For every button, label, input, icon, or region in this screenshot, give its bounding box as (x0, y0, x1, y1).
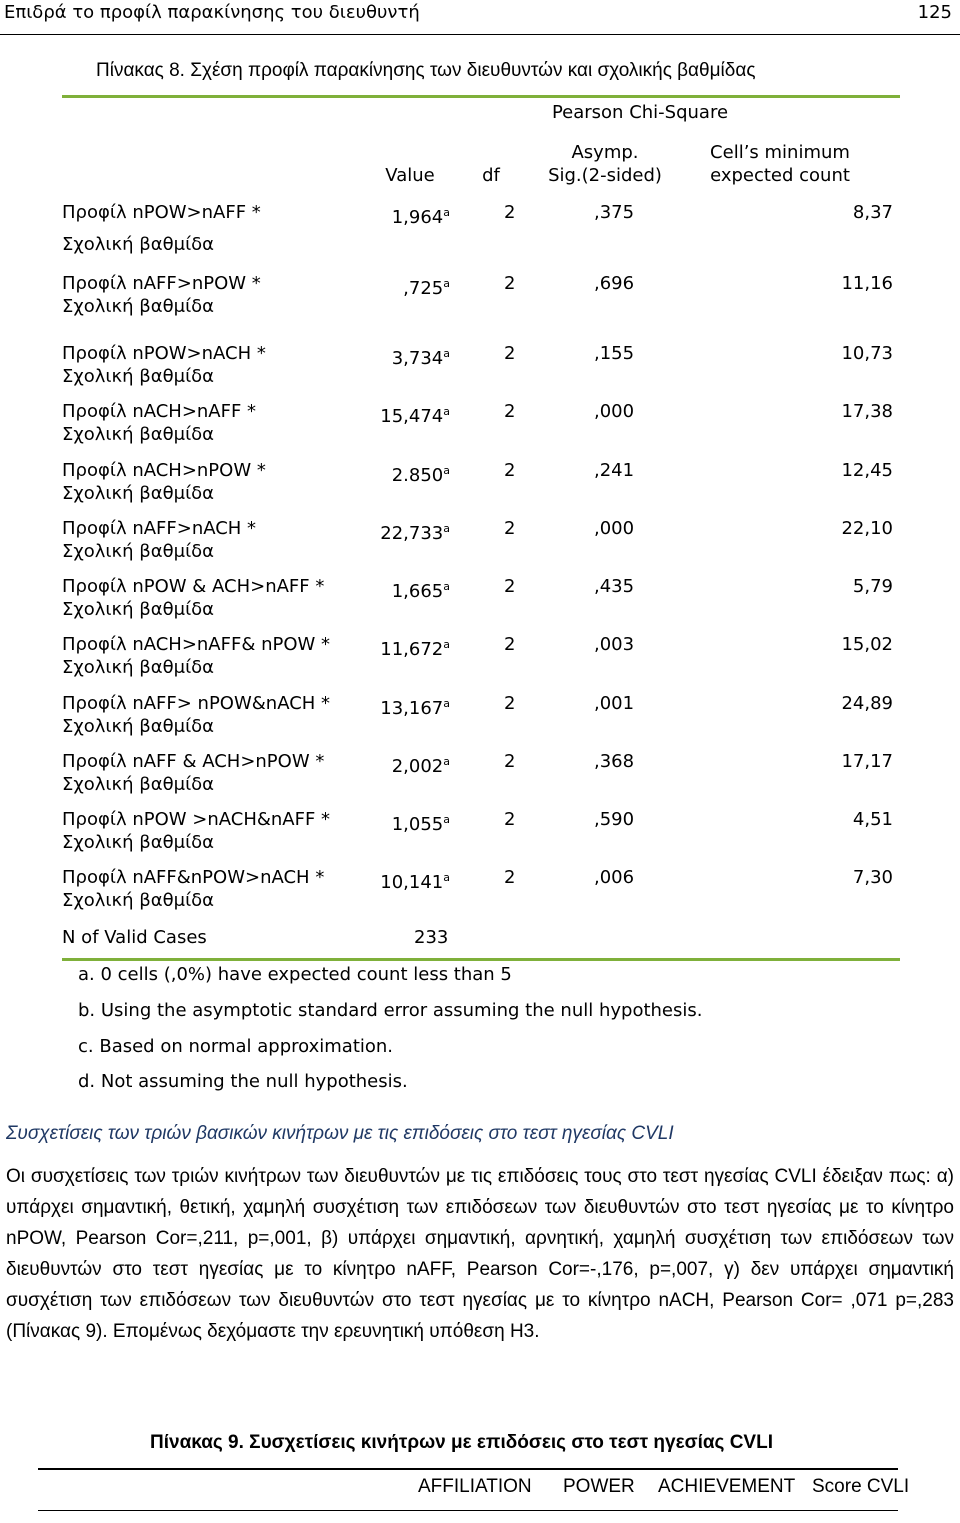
row-label (62, 808, 362, 854)
value-cell (380, 517, 450, 545)
expected-count-cell: 8,37 (852, 202, 893, 223)
df-cell: 2 (504, 576, 516, 597)
table9-top-rule (38, 1468, 898, 1470)
row-label (62, 400, 362, 446)
row-label-line2: Σχολική βαθμίδα (62, 890, 215, 911)
value-text: 1,665 (391, 581, 444, 602)
value-text: 1,055 (391, 814, 444, 835)
expected-count-cell: 24,89 (841, 693, 893, 714)
expected-count-cell: 17,38 (841, 401, 893, 422)
sig-cell: ,241 (594, 460, 635, 481)
row-label-line1: Προφίλ nAFF>nACH * (62, 518, 257, 539)
row-label-line2: Σχολική βαθμίδα (62, 599, 215, 620)
col-sig-header (520, 141, 690, 187)
value-footnote-mark: a (443, 464, 450, 477)
sig-cell: ,001 (594, 693, 635, 714)
expected-count-cell: 5,79 (852, 576, 893, 597)
value-footnote-mark: a (443, 277, 450, 290)
table9-caption: Πίνακας 9. Συσχετίσεις κινήτρων με επιδόσεις στο τεστ ηγεσίας CVLI (150, 1432, 773, 1453)
df-cell: 2 (504, 202, 516, 223)
value-footnote-mark: a (443, 206, 450, 219)
table9-col-affiliation: AFFILIATION (418, 1476, 532, 1497)
row-label-line2: Σχολική βαθμίδα (62, 774, 215, 795)
df-cell: 2 (504, 634, 516, 655)
value-footnote-mark: a (443, 580, 450, 593)
row-label (62, 201, 362, 256)
row-label-line2: Σχολική βαθμίδα (62, 366, 215, 387)
df-cell: 2 (504, 809, 516, 830)
row-label-line1: Προφίλ nAFF&nPOW>nACH * (62, 867, 325, 888)
value-cell (392, 201, 450, 229)
sig-cell: ,590 (594, 809, 635, 830)
df-cell: 2 (504, 273, 516, 294)
row-label-line2: Σχολική βαθμίδα (62, 832, 215, 853)
row-label (62, 517, 362, 563)
row-label-line1: Προφίλ nPOW>nACH * (62, 343, 266, 364)
value-cell (380, 692, 450, 720)
table8-top-rule (62, 95, 900, 98)
value-cell (392, 750, 450, 778)
sig-cell: ,000 (594, 401, 635, 422)
sig-cell: ,368 (594, 751, 635, 772)
value-text: 15,474 (380, 406, 444, 427)
df-cell: 2 (504, 867, 516, 888)
section-heading: Συσχετίσεις των τριών βασικών κινήτρων με τις επιδόσεις στο τεστ ηγεσίας CVLI (6, 1123, 674, 1144)
table8-caption: Πίνακας 8. Σχέση προφίλ παρακίνησης των διευθυντών και σχολικής βαθμίδας (96, 60, 756, 81)
value-cell (392, 575, 450, 603)
df-cell: 2 (504, 518, 516, 539)
value-text: 11,672 (380, 639, 444, 660)
col-sig-header-line2: Sig.(2-sided) (548, 165, 662, 186)
expected-count-cell: 22,10 (841, 518, 893, 539)
footnote-b: b. Using the asymptotic standard error assuming the null hypothesis. (78, 1000, 703, 1021)
row-label (62, 342, 362, 388)
value-footnote-mark: a (443, 347, 450, 360)
value-text: 2,002 (391, 756, 444, 777)
value-cell (392, 808, 450, 836)
row-label-line1: Προφίλ nPOW>nAFF * (62, 202, 261, 223)
value-cell (403, 272, 450, 300)
sig-cell: ,155 (594, 343, 635, 364)
value-text: 2.850 (391, 465, 444, 486)
table9-header-rule (38, 1510, 898, 1511)
row-label-line1: Προφίλ nACH>nAFF& nPOW * (62, 634, 331, 655)
table9-col-power: POWER (563, 1476, 635, 1497)
header-rule (0, 34, 960, 35)
value-footnote-mark: a (443, 405, 450, 418)
value-footnote-mark: a (443, 522, 450, 535)
table8-group-header: Pearson Chi-Square (551, 102, 729, 123)
col-cell-header-line1: Cell’s minimum (710, 142, 850, 163)
footnote-c: c. Based on normal approximation. (78, 1036, 394, 1057)
table9-col-score: Score CVLI (812, 1476, 910, 1497)
col-sig-header-line1: Asymp. (571, 142, 639, 163)
expected-count-cell: 4,51 (852, 809, 893, 830)
sig-cell: ,003 (594, 634, 635, 655)
row-label-line2: Σχολική βαθμίδα (62, 424, 215, 445)
df-cell: 2 (504, 693, 516, 714)
value-footnote-mark: a (443, 871, 450, 884)
row-label-line1: Προφίλ nACH>nAFF * (62, 401, 257, 422)
n-valid-label: N of Valid Cases (62, 927, 207, 948)
row-label-line1: Προφίλ nACH>nPOW * (62, 460, 266, 481)
row-label (62, 459, 362, 505)
row-label-line2: Σχολική βαθμίδα (62, 657, 215, 678)
row-label (62, 272, 362, 318)
section-paragraph: Οι συσχετίσεις των τριών κινήτρων των διευθυντών με τις επιδόσεις τους στο τεστ ηγεσίας CVLI έδειξαν πως: α) υπάρχει σημαντική, θετική, χαμηλή συσχέτιση των επιδόσεων των διευθυντών στο τεστ ηγεσίας με το κίνητρο nPOW, Pearson Cor=,211, p=,001, β) υπάρχει σημαντική, αρνητική, χαμηλή συσχέτιση των επιδόσεων των διευθυντών στο τεστ ηγεσίας με το κίνητρο nAFF, Pearson Cor=-,176, p=,007, γ) δεν υπάρχει σημαντική συσχέτιση των επιδόσεων των διευθυντών στο τεστ ηγεσίας με το κίνητρο nACH, Pearson Cor= ,071 p=,283 (Πίνακας 9). Επομένως δεχόμαστε την ερευνητική υπόθεση Η3. (6, 1166, 954, 1342)
row-label (62, 866, 362, 912)
value-cell (380, 400, 450, 428)
value-cell (392, 342, 450, 370)
sig-cell: ,435 (594, 576, 635, 597)
row-label-line1: Προφίλ nPOW >nACH&nAFF * (62, 809, 331, 830)
col-cell-header (690, 141, 870, 187)
page-number: 125 (917, 2, 952, 23)
value-text: 22,733 (380, 523, 444, 544)
value-text: ,725 (403, 278, 444, 299)
df-cell: 2 (504, 460, 516, 481)
sig-cell: ,375 (594, 202, 635, 223)
row-label-line1: Προφίλ nPOW & ACH>nAFF * (62, 576, 325, 597)
row-label-line2: Σχολική βαθμίδα (62, 716, 215, 737)
value-footnote-mark: a (443, 697, 450, 710)
row-label-line1: Προφίλ nAFF & ACH>nPOW * (62, 751, 325, 772)
n-valid-value: 233 (414, 927, 449, 948)
row-label (62, 575, 362, 621)
row-label-line2: Σχολική βαθμίδα (62, 483, 215, 504)
value-cell (380, 633, 450, 661)
value-footnote-mark: a (443, 755, 450, 768)
table8-bottom-rule (62, 958, 900, 961)
expected-count-cell: 10,73 (841, 343, 893, 364)
value-footnote-mark: a (443, 813, 450, 826)
col-value-header: Value (385, 165, 435, 186)
value-text: 10,141 (380, 872, 444, 893)
table9-col-achievement: ACHIEVEMENT (658, 1476, 796, 1497)
value-text: 1,964 (391, 207, 444, 228)
expected-count-cell: 15,02 (841, 634, 893, 655)
expected-count-cell: 17,17 (841, 751, 893, 772)
df-cell: 2 (504, 401, 516, 422)
expected-count-cell: 12,45 (841, 460, 893, 481)
row-label-line2: Σχολική βαθμίδα (62, 541, 215, 562)
df-cell: 2 (504, 751, 516, 772)
df-cell: 2 (504, 343, 516, 364)
expected-count-cell: 11,16 (841, 273, 893, 294)
sig-cell: ,696 (594, 273, 635, 294)
row-label-line2: Σχολική βαθμίδα (62, 234, 215, 255)
col-cell-header-line2: expected count (710, 165, 850, 186)
row-label-line1: Προφίλ nAFF>nPOW * (62, 273, 261, 294)
row-label (62, 692, 362, 738)
row-label-line1: Προφίλ nAFF> nPOW&nACH * (62, 693, 331, 714)
value-text: 3,734 (391, 348, 444, 369)
sig-cell: ,006 (594, 867, 635, 888)
value-text: 13,167 (380, 698, 444, 719)
row-label (62, 633, 362, 679)
row-label (62, 750, 362, 796)
row-label-line2: Σχολική βαθμίδα (62, 296, 215, 317)
footnote-a: a. 0 cells (,0%) have expected count less than 5 (78, 964, 512, 985)
value-cell (380, 866, 450, 894)
running-header: Επιδρά το προφίλ παρακίνησης του διευθυντή (4, 2, 420, 23)
col-df-header: df (482, 165, 500, 186)
value-footnote-mark: a (443, 638, 450, 651)
expected-count-cell: 7,30 (852, 867, 893, 888)
value-cell (392, 459, 450, 487)
footnote-d: d. Not assuming the null hypothesis. (78, 1071, 408, 1092)
sig-cell: ,000 (594, 518, 635, 539)
